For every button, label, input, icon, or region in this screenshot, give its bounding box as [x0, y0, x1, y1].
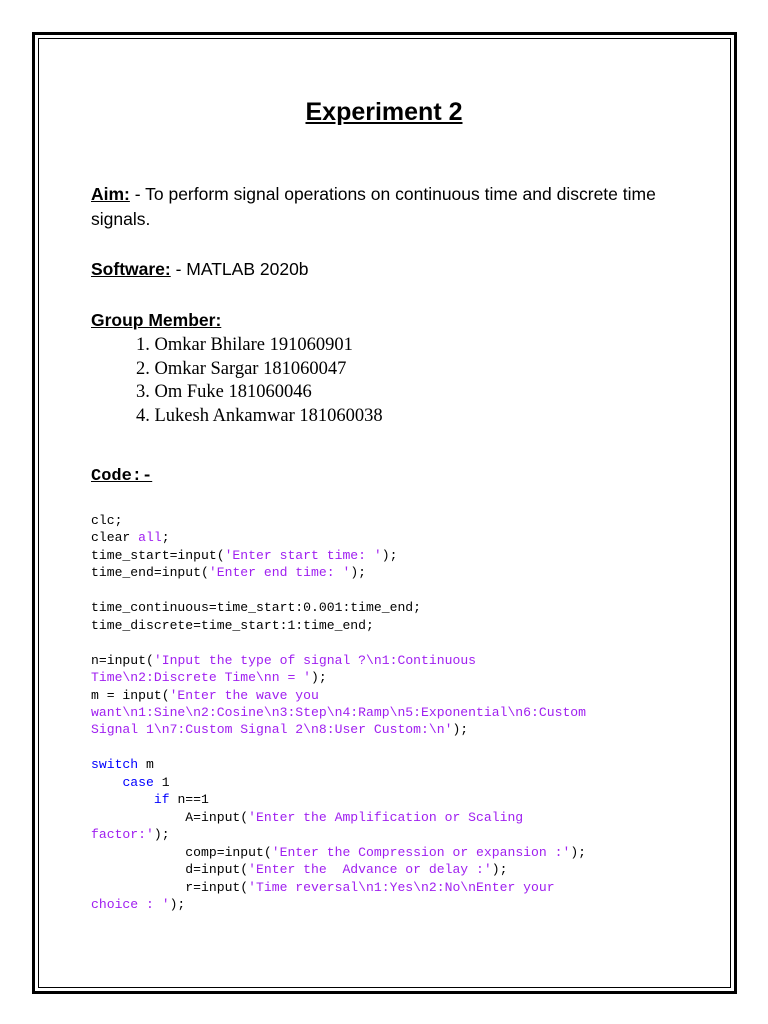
- aim-section: [91, 182, 691, 232]
- code-line: [91, 791, 586, 808]
- code-line: [91, 599, 586, 616]
- code-token: );: [452, 722, 469, 738]
- code-block: [91, 512, 586, 913]
- group-member-item: 4. Lukesh Ankamwar 181060038: [136, 405, 383, 426]
- code-token: 'Enter end time: ': [208, 565, 351, 581]
- group-member-label: Group Member:: [91, 310, 222, 330]
- code-token: factor:': [91, 827, 154, 843]
- code-token: all: [138, 530, 162, 546]
- code-token: time_discrete=time_start:1:time_end;: [91, 617, 374, 633]
- code-token: Time\n2:Discrete Time\nn = ': [91, 670, 312, 686]
- software-label: Software:: [91, 259, 171, 279]
- code-token: 1: [153, 774, 170, 790]
- code-token: );: [491, 862, 508, 878]
- code-token: );: [570, 844, 587, 860]
- code-line: [91, 721, 586, 738]
- code-line: [91, 547, 586, 564]
- code-token: comp=input(: [91, 844, 272, 860]
- code-token: );: [311, 670, 327, 686]
- code-line: [91, 687, 586, 704]
- code-line: [91, 879, 586, 896]
- code-token: time_continuous=time_start:0.001:time_end;: [91, 600, 422, 616]
- code-token: );: [153, 827, 170, 843]
- code-line: [91, 844, 586, 861]
- code-token: Signal 1\n7:Custom Signal 2\n8:User Custom:\n': [91, 722, 453, 738]
- code-token: switch: [91, 757, 139, 773]
- code-token: case: [122, 774, 154, 790]
- code-line: [91, 704, 586, 721]
- code-token: time_start=input(: [91, 547, 225, 563]
- code-token: 'Enter the wave you: [169, 687, 319, 703]
- code-token: if: [153, 792, 170, 808]
- code-line: [91, 512, 586, 529]
- code-token: [91, 792, 154, 807]
- code-token: );: [169, 896, 186, 912]
- code-token: );: [381, 547, 398, 563]
- software-text: - MATLAB 2020b: [170, 259, 309, 279]
- code-token: clear: [91, 530, 139, 546]
- code-token: n==1: [169, 792, 209, 808]
- code-token: 'Input the type of signal ?\n1:Continuous: [153, 652, 477, 668]
- code-line: [91, 756, 586, 773]
- group-member-item: 2. Omkar Sargar 181060047: [136, 358, 347, 379]
- code-line: [91, 652, 586, 669]
- group-member-list: [136, 334, 383, 428]
- code-token: );: [350, 565, 367, 581]
- code-line: [91, 809, 586, 826]
- code-line: [91, 634, 586, 651]
- code-token: 'Enter start time: ': [224, 547, 382, 563]
- code-label: Code:-: [91, 467, 153, 486]
- code-token: clc;: [91, 513, 123, 528]
- code-line: [91, 896, 586, 913]
- code-line: [91, 739, 586, 756]
- code-token: ;: [161, 530, 170, 546]
- code-line: [91, 774, 586, 791]
- code-token: choice : ': [91, 896, 170, 912]
- code-token: m: [138, 757, 154, 773]
- code-token: want\n1:Sine\n2:Cosine\n3:Step\n4:Ramp\n5:Exponential\n6:Custom: [91, 704, 587, 720]
- code-token: [91, 775, 122, 790]
- code-line: [91, 582, 586, 599]
- code-token: 'Time reversal\n1:Yes\n2:No\nEnter your: [248, 879, 555, 895]
- code-line: [91, 826, 586, 843]
- code-token: time_end=input(: [91, 565, 209, 581]
- code-line: [91, 669, 586, 686]
- code-token: 'Enter the Amplification or Scaling: [248, 809, 524, 825]
- code-token: n=input(: [91, 652, 154, 668]
- code-line: [91, 564, 586, 581]
- group-member-item: 1. Omkar Bhilare 191060901: [136, 335, 353, 355]
- aim-text: - To perform signal operations on continuous time and discrete time signals.: [91, 184, 656, 229]
- code-line: [91, 529, 586, 546]
- code-line: [91, 617, 586, 634]
- code-token: 'Enter the Advance or delay :': [248, 862, 492, 878]
- code-line: [91, 861, 586, 878]
- code-token: d=input(: [91, 862, 249, 878]
- code-token: 'Enter the Compression or expansion :': [271, 844, 571, 860]
- code-token: A=input(: [91, 809, 249, 825]
- group-member-item: 3. Om Fuke 181060046: [136, 382, 312, 402]
- code-token: r=input(: [91, 879, 249, 895]
- page-title: Experiment 2: [305, 98, 463, 126]
- software-section: [91, 259, 309, 280]
- aim-label: Aim:: [91, 184, 130, 204]
- code-token: m = input(: [91, 687, 170, 703]
